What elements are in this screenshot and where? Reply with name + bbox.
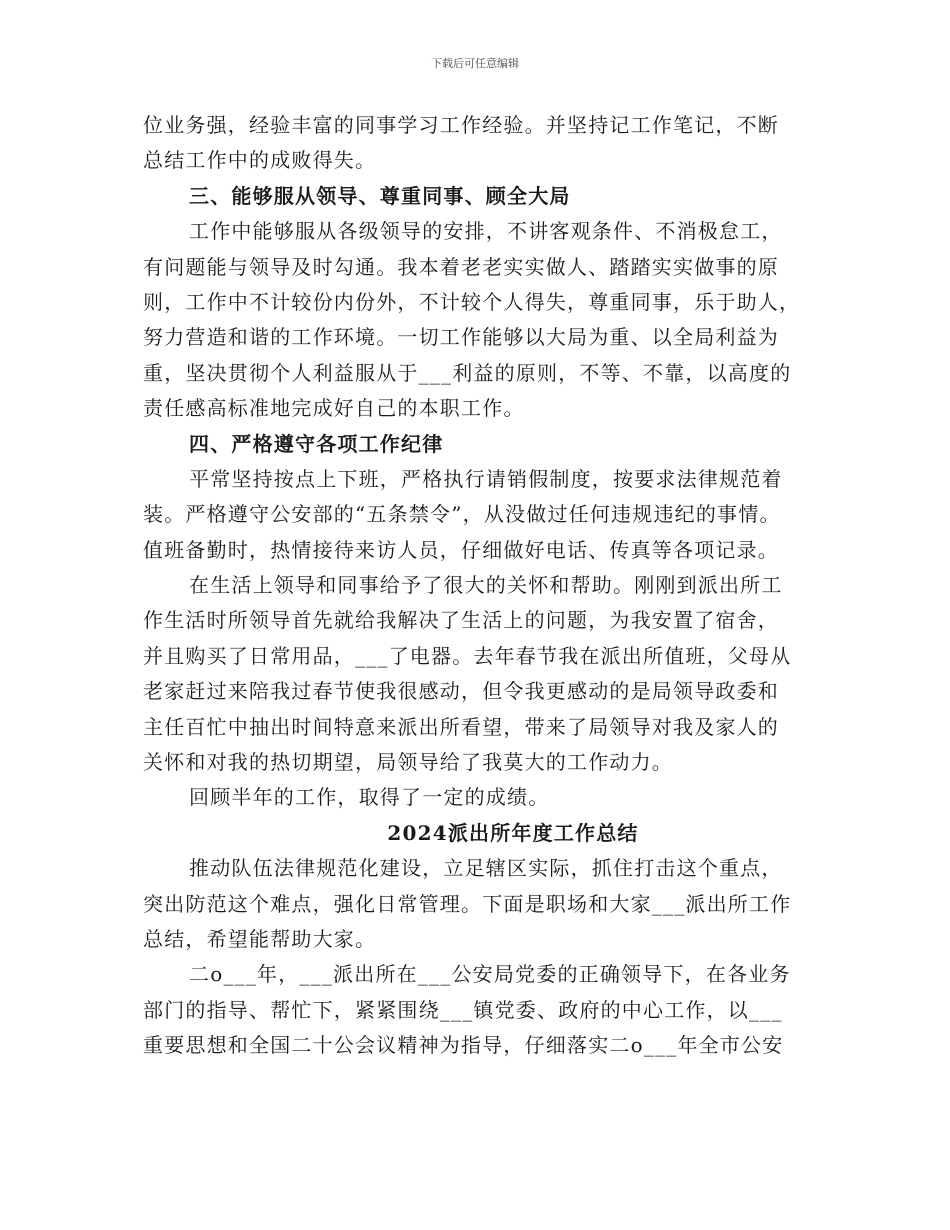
paragraph-line: 并且购买了日常用品，___了电器。去年春节我在派出所值班，父母从: [143, 643, 792, 668]
paragraph-line: 装。严格遵守公安部的“五条禁令”，从没做过任何违规违纪的事情。: [143, 502, 781, 527]
paragraph-line: 总结，希望能帮助大家。: [143, 926, 377, 951]
paragraph-line: 回顾半年的工作，取得了一定的成绩。: [189, 785, 550, 810]
paragraph-line: 位业务强，经验丰富的同事学习工作经验。并坚持记工作笔记，不断: [143, 113, 779, 137]
paragraph-line: 有问题能与领导及时勾通。我本着老老实实做人、踏踏实实做事的原: [143, 254, 779, 279]
paragraph-line: 二o___年，___派出所在___公安局党委的正确领导下，在各业务: [189, 962, 791, 987]
paragraph-line: 则，工作中不计较份内份外，不计较个人得失，尊重同事，乐于助人，: [143, 289, 801, 314]
paragraph-line: 在生活上领导和同事给予了很大的关怀和帮助。刚刚到派出所工: [189, 573, 783, 598]
paragraph-line: 关怀和对我的热切期望，局领导给了我莫大的工作动力。: [143, 750, 673, 775]
paragraph-line: 突出防范这个难点，强化日常管理。下面是职场和大家___派出所工作: [143, 891, 792, 916]
section-heading-3: 三、能够服从领导、尊重同事、顾全大局: [189, 183, 571, 208]
page-header-note: 下载后可任意编辑: [431, 57, 519, 70]
paragraph-line: 重要思想和全国二十公会议精神为指导，仔细落实二o___年全市公安: [143, 1033, 784, 1058]
paragraph-line: 作生活时所领导首先就给我解决了生活上的问题，为我安置了宿舍，: [143, 608, 779, 633]
paragraph-line: 努力营造和谐的工作环境。一切工作能够以大局为重、以全局利益为: [143, 325, 779, 350]
paragraph-line: 总结工作中的成败得失。: [143, 148, 377, 173]
section-heading-4: 四、严格遵守各项工作纪律: [189, 431, 444, 456]
paragraph-line: 平常坚持按点上下班，严格执行请销假制度，按要求法律规范着: [189, 466, 783, 491]
paragraph-line: 值班备勤时，热情接待来访人员，仔细做好电话、传真等各项记录。: [143, 537, 779, 562]
document-body: [143, 108, 823, 1064]
paragraph-line: 推动队伍法律规范化建设，立足辖区实际，抓住打击这个重点，: [189, 856, 783, 881]
paragraph-line: 重，坚决贯彻个人利益服从于___利益的原则，不等、不靠，以高度的: [143, 360, 792, 385]
paragraph-line: 责任感高标准地完成好自己的本职工作。: [143, 396, 525, 421]
paragraph-line: 工作中能够服从各级领导的安排，不讲客观条件、不消极怠工，: [189, 219, 783, 244]
paragraph-line: 老家赶过来陪我过春节使我很感动，但令我更感动的是局领导政委和: [143, 679, 779, 704]
document-title: 2024派出所年度工作总结: [387, 820, 639, 845]
paragraph-line: 部门的指导、帮忙下，紧紧围绕___镇党委、政府的中心工作，以___: [143, 997, 783, 1022]
paragraph-line: 主任百忙中抽出时间特意来派出所看望，带来了局领导对我及家人的: [143, 714, 779, 739]
